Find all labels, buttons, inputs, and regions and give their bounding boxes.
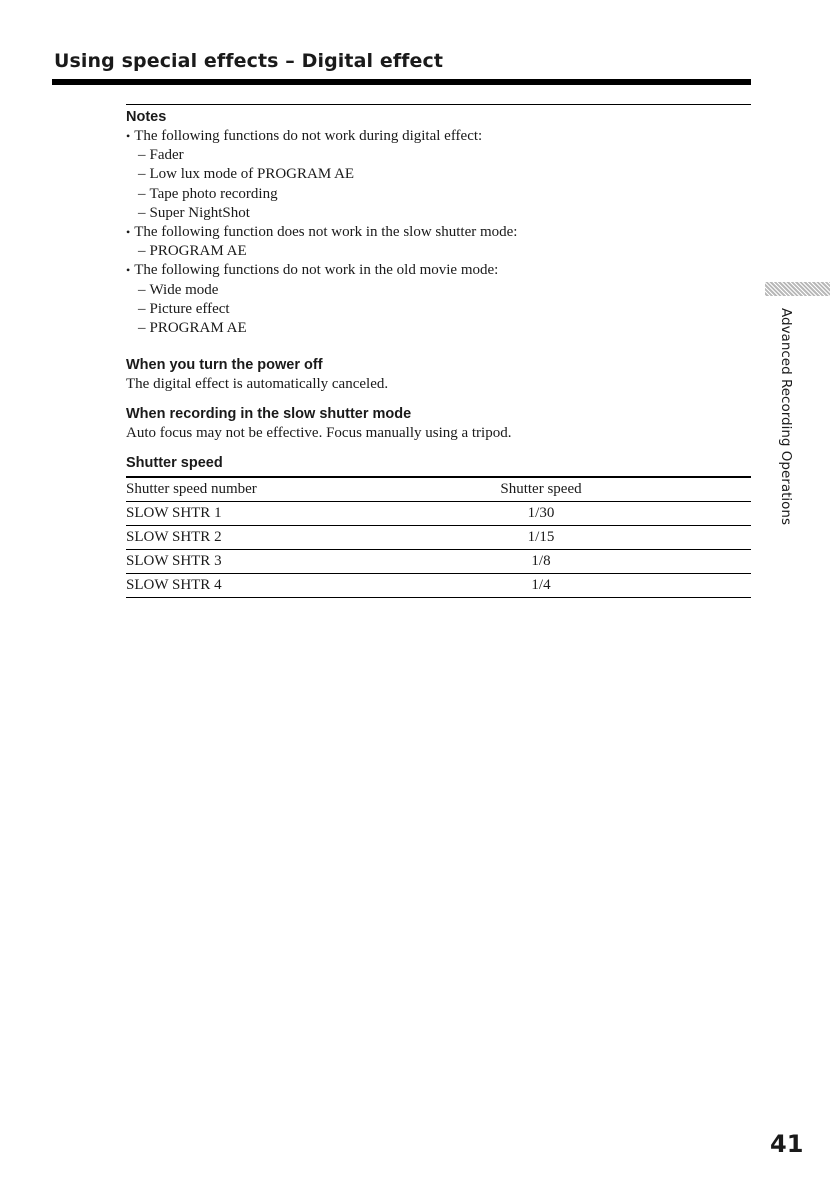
note-subitem: – Picture effect xyxy=(126,300,751,319)
notes-list xyxy=(126,127,751,338)
section-side-label: Advanced Recording Operations xyxy=(778,308,794,526)
power-off-text: The digital effect is automatically canceled. xyxy=(126,376,389,393)
note-bullet: • The following functions do not work in the old movie mode: xyxy=(126,261,751,280)
shutter-speed-section xyxy=(126,454,751,598)
table-header-row xyxy=(126,477,751,502)
table-row xyxy=(126,502,751,526)
shutter-speed-heading: Shutter speed xyxy=(126,455,223,472)
note-subitem: – Tape photo recording xyxy=(126,185,751,204)
table-cell: 1/30 xyxy=(331,502,751,526)
note-bullet: • The following function does not work in the slow shutter mode: xyxy=(126,223,751,242)
shutter-speed-table xyxy=(126,476,751,598)
slow-shutter-text: Auto focus may not be effective. Focus manually using a tripod. xyxy=(126,425,512,442)
table-cell: 1/4 xyxy=(331,574,751,598)
page-title: Using special effects – Digital effect xyxy=(54,50,444,72)
note-subitem: – PROGRAM AE xyxy=(126,319,751,338)
notes-heading: Notes xyxy=(126,109,167,125)
table-cell: SLOW SHTR 1 xyxy=(126,502,331,526)
column-header: Shutter speed xyxy=(331,477,751,502)
table-cell: 1/15 xyxy=(331,526,751,550)
section-tab-marker xyxy=(765,282,830,296)
note-subitem: – Super NightShot xyxy=(126,204,751,223)
power-off-section xyxy=(126,356,751,394)
title-rule xyxy=(52,79,751,85)
note-subitem: – Wide mode xyxy=(126,281,751,300)
page-content xyxy=(126,104,751,598)
table-row xyxy=(126,574,751,598)
table-cell: SLOW SHTR 4 xyxy=(126,574,331,598)
notes-divider xyxy=(126,104,751,105)
table-row xyxy=(126,526,751,550)
table-cell: 1/8 xyxy=(331,550,751,574)
note-subitem: – Low lux mode of PROGRAM AE xyxy=(126,165,751,184)
note-bullet: • The following functions do not work during digital effect: xyxy=(126,127,751,146)
note-subitem: – PROGRAM AE xyxy=(126,242,751,261)
slow-shutter-section xyxy=(126,405,751,443)
slow-shutter-heading: When recording in the slow shutter mode xyxy=(126,406,412,423)
table-cell: SLOW SHTR 2 xyxy=(126,526,331,550)
power-off-heading: When you turn the power off xyxy=(126,357,323,374)
page-number: 41 xyxy=(770,1130,804,1158)
note-subitem: – Fader xyxy=(126,146,751,165)
column-header: Shutter speed number xyxy=(126,477,331,502)
table-row xyxy=(126,550,751,574)
table-cell: SLOW SHTR 3 xyxy=(126,550,331,574)
